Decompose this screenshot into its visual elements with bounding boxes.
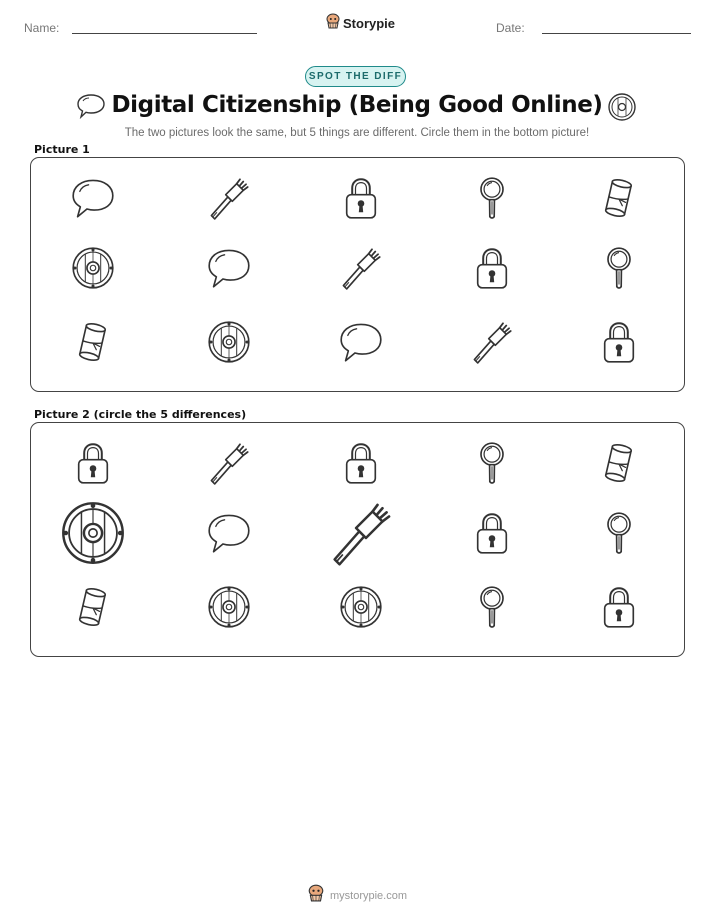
picture1-cell-r2-c4	[452, 230, 532, 310]
rake-icon	[207, 441, 251, 490]
picture1-cell-r3-c3	[321, 304, 401, 384]
picture1-cell-r3-c2	[189, 304, 269, 384]
picture1-cell-r1-c1	[53, 160, 133, 240]
picture1-panel	[30, 157, 685, 392]
shield-icon	[339, 585, 383, 634]
picture1-label: Picture 1	[34, 143, 90, 156]
scroll-icon	[597, 441, 641, 490]
picture2-label: Picture 2 (circle the 5 differences)	[34, 408, 247, 421]
picture2-cell-r2-c4[interactable]	[452, 495, 532, 575]
picture2-cell-r1-c4[interactable]	[452, 425, 532, 505]
picture1-cell-r3-c5	[579, 304, 659, 384]
picture2-cell-r1-c1[interactable]	[53, 425, 133, 505]
magnifier-icon	[470, 585, 514, 634]
picture2-panel[interactable]	[30, 422, 685, 657]
date-line[interactable]	[542, 33, 691, 34]
page-title: Digital Citizenship (Being Good Online)	[111, 92, 603, 118]
picture1-cell-r2-c2	[189, 230, 269, 310]
picture1-cell-r3-c1	[53, 304, 133, 384]
speech-bubble-icon	[207, 511, 251, 560]
footer-site: mystorypie.com	[330, 889, 408, 902]
picture2-cell-r2-c2[interactable]	[189, 495, 269, 575]
shield-icon	[207, 320, 251, 369]
picture1-cell-r2-c3	[321, 230, 401, 310]
picture1-cell-r2-c1	[53, 230, 133, 310]
instructions: The two pictures look the same, but 5 things are different. Circle them in the bottom picture!	[124, 127, 590, 139]
brand-logo	[326, 13, 395, 34]
picture2-cell-r3-c1[interactable]	[53, 569, 133, 649]
padlock-icon	[597, 585, 641, 634]
speech-bubble-icon	[71, 176, 115, 225]
magnifier-icon	[597, 511, 641, 560]
magnifier-icon	[470, 441, 514, 490]
picture2-cell-r3-c5[interactable]	[579, 569, 659, 649]
picture2-cell-r2-c1[interactable]	[53, 495, 133, 575]
rake-icon	[339, 246, 383, 295]
pie-mascot-icon	[308, 884, 324, 907]
speech-bubble-icon	[207, 246, 251, 295]
padlock-icon	[71, 441, 115, 490]
picture2-cell-r3-c3[interactable]	[321, 569, 401, 649]
rake-icon	[328, 500, 394, 571]
activity-badge: SPOT THE DIFF	[305, 66, 406, 87]
magnifier-icon	[597, 246, 641, 295]
scroll-icon	[597, 176, 641, 225]
speech-bubble-icon	[339, 320, 383, 369]
shield-icon	[608, 93, 636, 126]
picture2-cell-r2-c3[interactable]	[321, 495, 401, 575]
shield-icon	[60, 500, 126, 571]
picture2-cell-r2-c5[interactable]	[579, 495, 659, 575]
rake-icon	[207, 176, 251, 225]
padlock-icon	[339, 441, 383, 490]
padlock-icon	[597, 320, 641, 369]
picture1-cell-r1-c5	[579, 160, 659, 240]
picture1-cell-r2-c5	[579, 230, 659, 310]
padlock-icon	[470, 511, 514, 560]
name-label: Name:	[24, 21, 60, 35]
date-label: Date:	[496, 21, 525, 35]
padlock-icon	[339, 176, 383, 225]
picture2-cell-r3-c2[interactable]	[189, 569, 269, 649]
picture1-cell-r1-c4	[452, 160, 532, 240]
picture2-cell-r1-c3[interactable]	[321, 425, 401, 505]
magnifier-icon	[470, 176, 514, 225]
footer	[308, 884, 407, 907]
brand-name: Storypie	[343, 16, 396, 31]
padlock-icon	[470, 246, 514, 295]
name-line[interactable]	[72, 33, 257, 34]
scroll-icon	[71, 320, 115, 369]
shield-icon	[71, 246, 115, 295]
rake-icon	[470, 320, 514, 369]
picture2-cell-r3-c4[interactable]	[452, 569, 532, 649]
shield-icon	[207, 585, 251, 634]
picture2-cell-r1-c5[interactable]	[579, 425, 659, 505]
picture2-cell-r1-c2[interactable]	[189, 425, 269, 505]
scroll-icon	[71, 585, 115, 634]
picture1-cell-r3-c4	[452, 304, 532, 384]
picture1-cell-r1-c3	[321, 160, 401, 240]
picture1-cell-r1-c2	[189, 160, 269, 240]
pie-mascot-icon	[326, 13, 340, 34]
